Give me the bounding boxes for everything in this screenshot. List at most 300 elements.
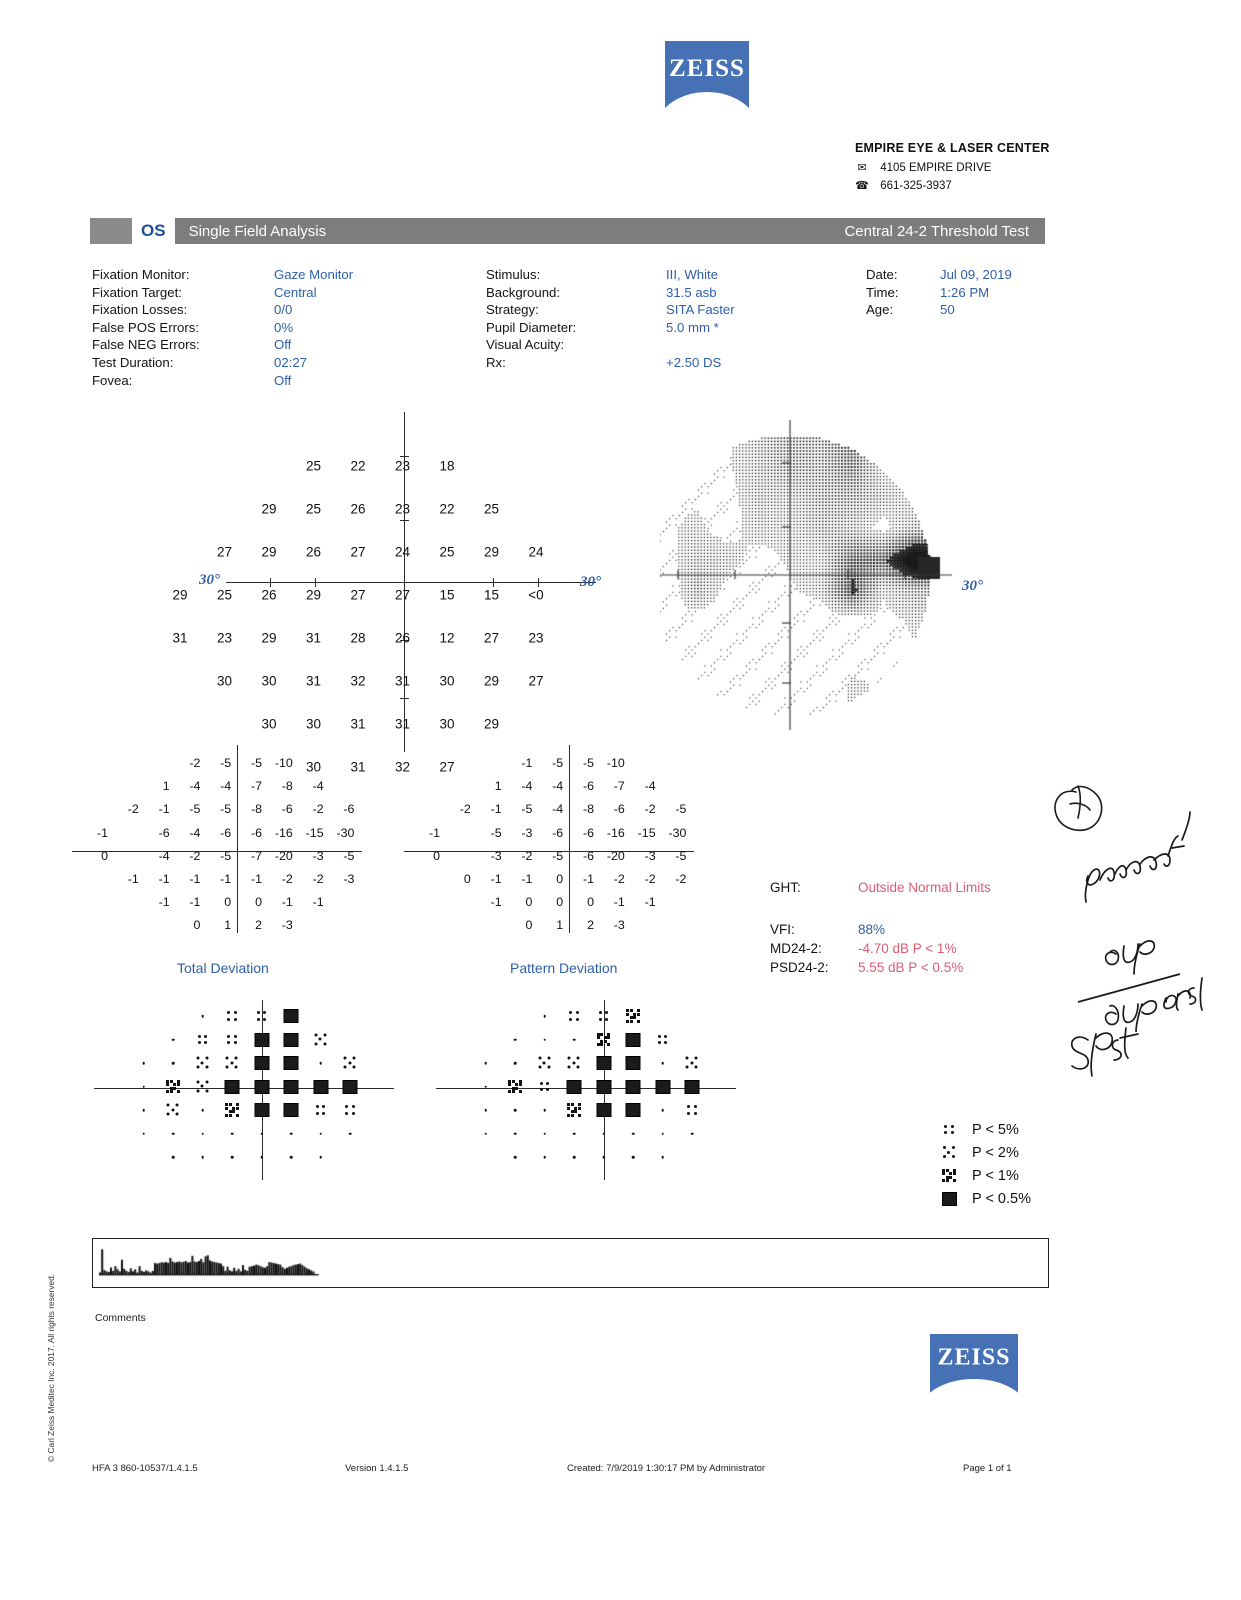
threshold-value: 15 bbox=[439, 587, 455, 603]
prob-symbol-p05 bbox=[254, 1080, 269, 1094]
prob-symbol-dot bbox=[201, 1015, 204, 1018]
prob-symbol-dot bbox=[661, 1062, 664, 1065]
param-value: Off bbox=[274, 372, 292, 388]
param-label: False NEG Errors: bbox=[92, 337, 200, 353]
prob-cell bbox=[626, 1080, 641, 1094]
prob-cell bbox=[284, 1009, 299, 1023]
md-value: -4.70 dB P < 1% bbox=[858, 941, 957, 956]
param-label: Time: bbox=[866, 284, 899, 300]
title-bar-left-pad bbox=[90, 218, 132, 244]
prob-cell bbox=[543, 1132, 546, 1135]
param-label: Stimulus: bbox=[486, 267, 541, 282]
prob-cell bbox=[172, 1156, 175, 1159]
prob-symbol-p1 bbox=[942, 1169, 956, 1183]
prob-cell bbox=[166, 1080, 180, 1094]
prob-cell bbox=[484, 1085, 487, 1088]
param-value: III, White bbox=[666, 267, 719, 282]
legend-symbol bbox=[940, 1192, 958, 1206]
deviation-value: -2 bbox=[521, 848, 533, 863]
deviation-value: -4 bbox=[220, 779, 232, 794]
threshold-value: 31 bbox=[305, 630, 322, 646]
threshold-value: 23 bbox=[216, 630, 233, 646]
threshold-value: 22 bbox=[350, 458, 366, 474]
legend-row bbox=[940, 1141, 1031, 1164]
prob-cell bbox=[573, 1156, 576, 1159]
deviation-value: -1 bbox=[189, 895, 201, 910]
prob-symbol-dot bbox=[142, 1109, 145, 1112]
prob-cell bbox=[543, 1109, 546, 1112]
prob-cell bbox=[284, 1103, 299, 1117]
deviation-value: -5 bbox=[220, 756, 232, 770]
prob-symbol-dot bbox=[260, 1156, 263, 1159]
prob-cell bbox=[514, 1038, 517, 1041]
prob-cell bbox=[319, 1156, 322, 1159]
param-row bbox=[866, 284, 1012, 302]
prob-cell bbox=[254, 1056, 269, 1070]
deviation-value: -1 bbox=[220, 872, 232, 886]
threshold-value: 30 bbox=[261, 716, 277, 732]
prob-symbol-p05 bbox=[284, 1033, 299, 1047]
prob-symbol-dot bbox=[573, 1156, 576, 1159]
deviation-value: -2 bbox=[127, 802, 139, 817]
deviation-value: -6 bbox=[250, 825, 262, 840]
param-label: Fixation Monitor: bbox=[92, 267, 190, 282]
deviation-value: -6 bbox=[582, 779, 594, 794]
prob-symbol-p05 bbox=[313, 1080, 328, 1094]
analysis-title: Single Field Analysis bbox=[188, 222, 327, 240]
prob-cell bbox=[314, 1033, 327, 1046]
prob-symbol-dot bbox=[142, 1085, 145, 1088]
threshold-value: 27 bbox=[439, 759, 455, 775]
prob-cell bbox=[661, 1156, 664, 1159]
prob-cell bbox=[655, 1080, 670, 1094]
deviation-value: 0 bbox=[463, 872, 471, 886]
prob-symbol-p5 bbox=[599, 1011, 609, 1021]
param-row bbox=[486, 266, 735, 284]
prob-cell bbox=[514, 1156, 517, 1159]
prob-cell bbox=[254, 1033, 269, 1047]
prob-cell bbox=[227, 1011, 237, 1021]
prob-symbol-p05 bbox=[626, 1056, 641, 1070]
deviation-value: -5 bbox=[552, 756, 564, 770]
param-row bbox=[866, 301, 1012, 319]
prob-cell bbox=[626, 1103, 641, 1117]
prob-cell bbox=[231, 1156, 234, 1159]
prob-cell bbox=[172, 1038, 175, 1041]
prob-cell bbox=[260, 1156, 263, 1159]
prob-cell bbox=[596, 1056, 611, 1070]
param-row bbox=[92, 284, 353, 302]
prob-symbol-p05 bbox=[942, 1192, 957, 1206]
prob-cell bbox=[142, 1109, 145, 1112]
prob-symbol-p05 bbox=[254, 1056, 269, 1070]
param-label: Background: bbox=[486, 284, 561, 300]
threshold-value: 18 bbox=[439, 458, 455, 474]
clinic-address-row bbox=[855, 161, 1050, 174]
threshold-value: 22 bbox=[439, 501, 455, 517]
threshold-value: 27 bbox=[350, 544, 366, 560]
grayscale-map bbox=[660, 415, 990, 735]
prob-cell bbox=[599, 1011, 609, 1021]
param-value: 5.0 mm * bbox=[666, 319, 719, 335]
prob-cell bbox=[201, 1015, 204, 1018]
pattern-deviation-values bbox=[428, 755, 722, 935]
threshold-value: 29 bbox=[261, 544, 277, 560]
prob-cell bbox=[626, 1009, 640, 1023]
param-row bbox=[486, 336, 735, 354]
prob-symbol-dot bbox=[201, 1132, 204, 1135]
prob-symbol-p5 bbox=[316, 1105, 326, 1115]
prob-symbol-p05 bbox=[225, 1080, 240, 1094]
threshold-value: 31 bbox=[172, 630, 188, 646]
prob-cell bbox=[514, 1132, 517, 1135]
deviation-value: 0 bbox=[556, 895, 564, 910]
prob-symbol-p2 bbox=[167, 1104, 180, 1117]
param-label: Visual Acuity: bbox=[486, 337, 565, 353]
footer-version: Version 1.4.1.5 bbox=[345, 1463, 409, 1474]
deviation-value: -2 bbox=[189, 756, 201, 770]
threshold-value: 30 bbox=[261, 673, 277, 689]
deviation-value: -5 bbox=[250, 756, 262, 770]
copyright-vertical: © Carl Zeiss Meditec Inc. 2017. All rights reserved. bbox=[46, 1273, 56, 1462]
deviation-value: -1 bbox=[281, 895, 293, 910]
prob-cell bbox=[543, 1038, 546, 1041]
prob-cell bbox=[313, 1080, 328, 1094]
deviation-value: -4 bbox=[552, 802, 564, 817]
prob-symbol-dot bbox=[543, 1038, 546, 1041]
prob-symbol-p1 bbox=[567, 1103, 581, 1117]
param-value: 0% bbox=[274, 319, 294, 335]
prob-symbol-dot bbox=[573, 1132, 576, 1135]
prob-symbol-p1 bbox=[166, 1080, 180, 1094]
prob-symbol-dot bbox=[632, 1156, 635, 1159]
deviation-value: -10 bbox=[606, 756, 625, 770]
param-row bbox=[92, 336, 353, 354]
prob-cell bbox=[543, 1156, 546, 1159]
threshold-value: 25 bbox=[305, 501, 322, 517]
prob-symbol-dot bbox=[691, 1132, 694, 1135]
prob-symbol-dot bbox=[319, 1132, 322, 1135]
prob-symbol-p5 bbox=[198, 1035, 208, 1045]
legend-label: P < 0.5% bbox=[972, 1190, 1031, 1207]
prob-symbol-p05 bbox=[284, 1103, 299, 1117]
prob-cell bbox=[514, 1062, 517, 1065]
deviation-value: -6 bbox=[582, 825, 594, 840]
prob-cell bbox=[345, 1105, 355, 1115]
prob-cell bbox=[290, 1132, 293, 1135]
footer-page: Page 1 of 1 bbox=[963, 1463, 1012, 1474]
vfi-label: VFI: bbox=[770, 922, 795, 937]
threshold-value: 27 bbox=[216, 544, 233, 560]
threshold-value: 25 bbox=[483, 501, 500, 517]
phone-icon: ☎ bbox=[855, 180, 869, 192]
prob-symbol-dot bbox=[661, 1109, 664, 1112]
param-label: Fixation Target: bbox=[92, 284, 182, 300]
prob-cell bbox=[254, 1103, 269, 1117]
deviation-value: -1 bbox=[96, 825, 108, 840]
deviation-value: -20 bbox=[274, 848, 293, 863]
deviation-value: -2 bbox=[459, 802, 471, 817]
prob-symbol-dot bbox=[484, 1062, 487, 1065]
prob-cell bbox=[686, 1057, 699, 1070]
prob-symbol-dot bbox=[484, 1085, 487, 1088]
handwritten-annotation-step bbox=[1050, 1010, 1210, 1090]
prob-cell bbox=[316, 1105, 326, 1115]
prob-symbol-p05 bbox=[626, 1080, 641, 1094]
param-row bbox=[866, 266, 1012, 284]
deviation-value: -1 bbox=[127, 872, 139, 886]
deviation-value: -5 bbox=[675, 848, 687, 863]
legend-label: P < 2% bbox=[972, 1144, 1019, 1161]
deviation-value: -1 bbox=[582, 872, 594, 886]
deviation-value: 0 bbox=[556, 872, 564, 886]
deviation-value: 0 bbox=[193, 918, 201, 933]
deviation-value: -15 bbox=[637, 825, 656, 840]
deviation-value: -1 bbox=[644, 895, 656, 910]
prob-symbol-p05 bbox=[596, 1103, 611, 1117]
param-value: SITA Faster bbox=[666, 302, 735, 318]
legend-label: P < 5% bbox=[972, 1121, 1019, 1138]
param-value: 50 bbox=[940, 302, 955, 318]
prob-cell bbox=[196, 1057, 209, 1070]
prob-symbol-dot bbox=[172, 1038, 175, 1041]
prob-cell bbox=[484, 1132, 487, 1135]
deviation-value: -3 bbox=[490, 848, 502, 863]
degree-label-left: 30° bbox=[199, 572, 220, 588]
results-panel bbox=[770, 878, 991, 977]
prob-symbol-p1 bbox=[508, 1080, 522, 1094]
clinic-info bbox=[855, 141, 1050, 192]
legend-symbol bbox=[940, 1146, 958, 1159]
prob-cell bbox=[658, 1035, 668, 1045]
deviation-value: -6 bbox=[343, 802, 355, 817]
legend-row bbox=[940, 1164, 1031, 1187]
param-label: Age: bbox=[866, 302, 894, 318]
deviation-value: -7 bbox=[250, 848, 262, 863]
param-row bbox=[486, 319, 735, 337]
deviation-value: -1 bbox=[490, 895, 502, 910]
param-label: Fovea: bbox=[92, 372, 133, 388]
deviation-value: 0 bbox=[525, 918, 533, 933]
threshold-value: 29 bbox=[261, 501, 277, 517]
threshold-value: 27 bbox=[483, 630, 500, 646]
deviation-value: -1 bbox=[490, 872, 502, 886]
param-row bbox=[486, 354, 735, 372]
prob-cell bbox=[319, 1062, 322, 1065]
legend-row bbox=[940, 1187, 1031, 1210]
prob-cell bbox=[142, 1132, 145, 1135]
deviation-value: -20 bbox=[606, 848, 625, 863]
prob-cell bbox=[172, 1062, 175, 1065]
prob-cell bbox=[225, 1103, 239, 1117]
deviation-value: -2 bbox=[644, 872, 656, 886]
deviation-value: -1 bbox=[158, 895, 170, 910]
deviation-value: -4 bbox=[552, 779, 564, 794]
prob-symbol-p5 bbox=[227, 1035, 237, 1045]
threshold-value: 25 bbox=[216, 587, 233, 603]
threshold-value: 31 bbox=[394, 673, 411, 689]
deviation-value: 0 bbox=[101, 848, 108, 863]
deviation-value: 2 bbox=[587, 918, 594, 933]
prob-cell bbox=[349, 1132, 352, 1135]
deviation-value: -1 bbox=[158, 872, 170, 886]
threshold-value: 29 bbox=[483, 673, 500, 689]
deviation-value: 0 bbox=[587, 895, 594, 910]
prob-symbol-p05 bbox=[343, 1080, 358, 1094]
legend-symbol bbox=[940, 1125, 958, 1135]
prob-cell bbox=[632, 1132, 635, 1135]
deviation-value: -5 bbox=[675, 802, 687, 817]
deviation-value: -5 bbox=[220, 802, 232, 817]
param-value: 02:27 bbox=[274, 354, 308, 370]
param-label: Test Duration: bbox=[92, 354, 174, 370]
envelope-icon: ✉ bbox=[857, 162, 867, 174]
prob-symbol-dot bbox=[661, 1132, 664, 1135]
prob-symbol-p2 bbox=[314, 1033, 327, 1046]
prob-symbol-dot bbox=[231, 1156, 234, 1159]
prob-symbol-p2 bbox=[196, 1057, 209, 1070]
deviation-value: -6 bbox=[582, 848, 594, 863]
footer-created: Created: 7/9/2019 1:30:17 PM by Administrator bbox=[567, 1463, 766, 1474]
threshold-value: 26 bbox=[261, 587, 277, 603]
zeiss-wordmark: ZEISS bbox=[669, 54, 745, 82]
threshold-value: 27 bbox=[394, 587, 411, 603]
deviation-value: -5 bbox=[521, 802, 533, 817]
param-row bbox=[486, 301, 735, 319]
param-value: Off bbox=[274, 337, 292, 353]
prob-cell bbox=[284, 1033, 299, 1047]
deviation-value: 0 bbox=[255, 895, 262, 910]
prob-symbol-p05 bbox=[284, 1080, 299, 1094]
prob-cell bbox=[226, 1057, 239, 1070]
prob-symbol-p05 bbox=[284, 1009, 299, 1023]
prob-symbol-p5 bbox=[569, 1011, 579, 1021]
eye-badge: OS bbox=[132, 218, 175, 244]
deviation-value: -5 bbox=[189, 802, 201, 817]
deviation-value: -5 bbox=[582, 756, 594, 770]
deviation-value: -1 bbox=[428, 825, 440, 840]
threshold-value: 30 bbox=[305, 716, 322, 732]
clinic-address: 4105 EMPIRE DRIVE bbox=[880, 162, 992, 174]
total-deviation-numeric-panel bbox=[96, 755, 390, 935]
prob-cell bbox=[225, 1080, 240, 1094]
deviation-value: -8 bbox=[582, 802, 594, 817]
prob-symbol-p05 bbox=[254, 1033, 269, 1047]
probability-legend bbox=[940, 1118, 1031, 1210]
ght-label: GHT: bbox=[770, 880, 801, 895]
prob-symbol-p1 bbox=[597, 1033, 611, 1047]
prob-symbol-p5 bbox=[944, 1125, 954, 1135]
prob-symbol-dot bbox=[201, 1109, 204, 1112]
deviation-value: -5 bbox=[552, 848, 564, 863]
prob-symbol-p5 bbox=[227, 1011, 237, 1021]
threshold-value: 30 bbox=[216, 673, 233, 689]
deviation-value: -4 bbox=[644, 779, 656, 794]
prob-symbol-dot bbox=[172, 1132, 175, 1135]
prob-symbol-p2 bbox=[344, 1057, 357, 1070]
param-row bbox=[92, 301, 353, 319]
prob-cell bbox=[260, 1132, 263, 1135]
deviation-value: -2 bbox=[189, 848, 201, 863]
threshold-value: 15 bbox=[483, 587, 500, 603]
param-value: Gaze Monitor bbox=[274, 267, 354, 282]
deviation-value: -1 bbox=[613, 895, 625, 910]
deviation-value: -2 bbox=[644, 802, 656, 817]
prob-cell bbox=[661, 1062, 664, 1065]
param-value: 31.5 asb bbox=[666, 284, 717, 300]
deviation-value: -3 bbox=[521, 825, 533, 840]
ght-value: Outside Normal Limits bbox=[858, 880, 991, 895]
threshold-value: 26 bbox=[305, 544, 322, 560]
param-label: False POS Errors: bbox=[92, 319, 199, 335]
prob-symbol-p05 bbox=[284, 1056, 299, 1070]
threshold-value: 23 bbox=[528, 630, 544, 646]
psd-value: 5.55 dB P < 0.5% bbox=[858, 960, 964, 975]
prob-symbol-p5 bbox=[540, 1082, 550, 1092]
prob-symbol-dot bbox=[290, 1132, 293, 1135]
threshold-value: 23 bbox=[394, 501, 411, 517]
prob-symbol-p05 bbox=[655, 1080, 670, 1094]
param-value: +2.50 DS bbox=[666, 354, 722, 370]
gaze-tracking-canvas bbox=[93, 1239, 1044, 1283]
prob-cell bbox=[254, 1080, 269, 1094]
threshold-value: 29 bbox=[483, 716, 500, 732]
prob-cell bbox=[227, 1035, 237, 1045]
prob-cell bbox=[172, 1132, 175, 1135]
grayscale-canvas bbox=[660, 415, 990, 735]
threshold-value: 12 bbox=[439, 630, 455, 646]
deviation-value: -1 bbox=[250, 872, 262, 886]
deviation-value: -6 bbox=[220, 825, 232, 840]
deviation-value: -1 bbox=[521, 756, 533, 770]
prob-cell bbox=[319, 1132, 322, 1135]
psd-label: PSD24-2: bbox=[770, 960, 829, 975]
deviation-value: -1 bbox=[312, 895, 324, 910]
zeiss-logo-bottom bbox=[930, 1334, 1018, 1406]
gaze-tracking-box bbox=[92, 1238, 1049, 1288]
threshold-value: 31 bbox=[350, 716, 366, 732]
legend-symbol bbox=[940, 1169, 958, 1183]
prob-cell bbox=[201, 1156, 204, 1159]
deviation-value: 0 bbox=[433, 848, 440, 863]
md-label: MD24-2: bbox=[770, 941, 822, 956]
prob-symbol-dot bbox=[543, 1156, 546, 1159]
report-title-bar bbox=[90, 218, 1045, 244]
prob-symbol-p2 bbox=[196, 1080, 209, 1093]
prob-cell bbox=[344, 1057, 357, 1070]
deviation-value: -4 bbox=[158, 848, 170, 863]
deviation-value: -3 bbox=[312, 848, 324, 863]
comments-label: Comments bbox=[95, 1312, 146, 1324]
vfi-value: 88% bbox=[858, 922, 886, 937]
prob-cell bbox=[514, 1109, 517, 1112]
prob-symbol-p2 bbox=[943, 1146, 956, 1159]
deviation-value: -8 bbox=[250, 802, 262, 817]
deviation-value: -4 bbox=[312, 779, 324, 794]
deviation-value: -10 bbox=[274, 756, 293, 770]
prob-cell bbox=[343, 1080, 358, 1094]
deviation-value: -6 bbox=[552, 825, 564, 840]
deviation-value: -1 bbox=[521, 872, 533, 886]
prob-cell bbox=[632, 1156, 635, 1159]
prob-symbol-p2 bbox=[538, 1057, 551, 1070]
prob-cell bbox=[538, 1057, 551, 1070]
threshold-value: 23 bbox=[394, 458, 411, 474]
prob-cell bbox=[142, 1085, 145, 1088]
threshold-value: 32 bbox=[350, 673, 366, 689]
threshold-value: 28 bbox=[350, 630, 366, 646]
prob-cell bbox=[602, 1156, 605, 1159]
